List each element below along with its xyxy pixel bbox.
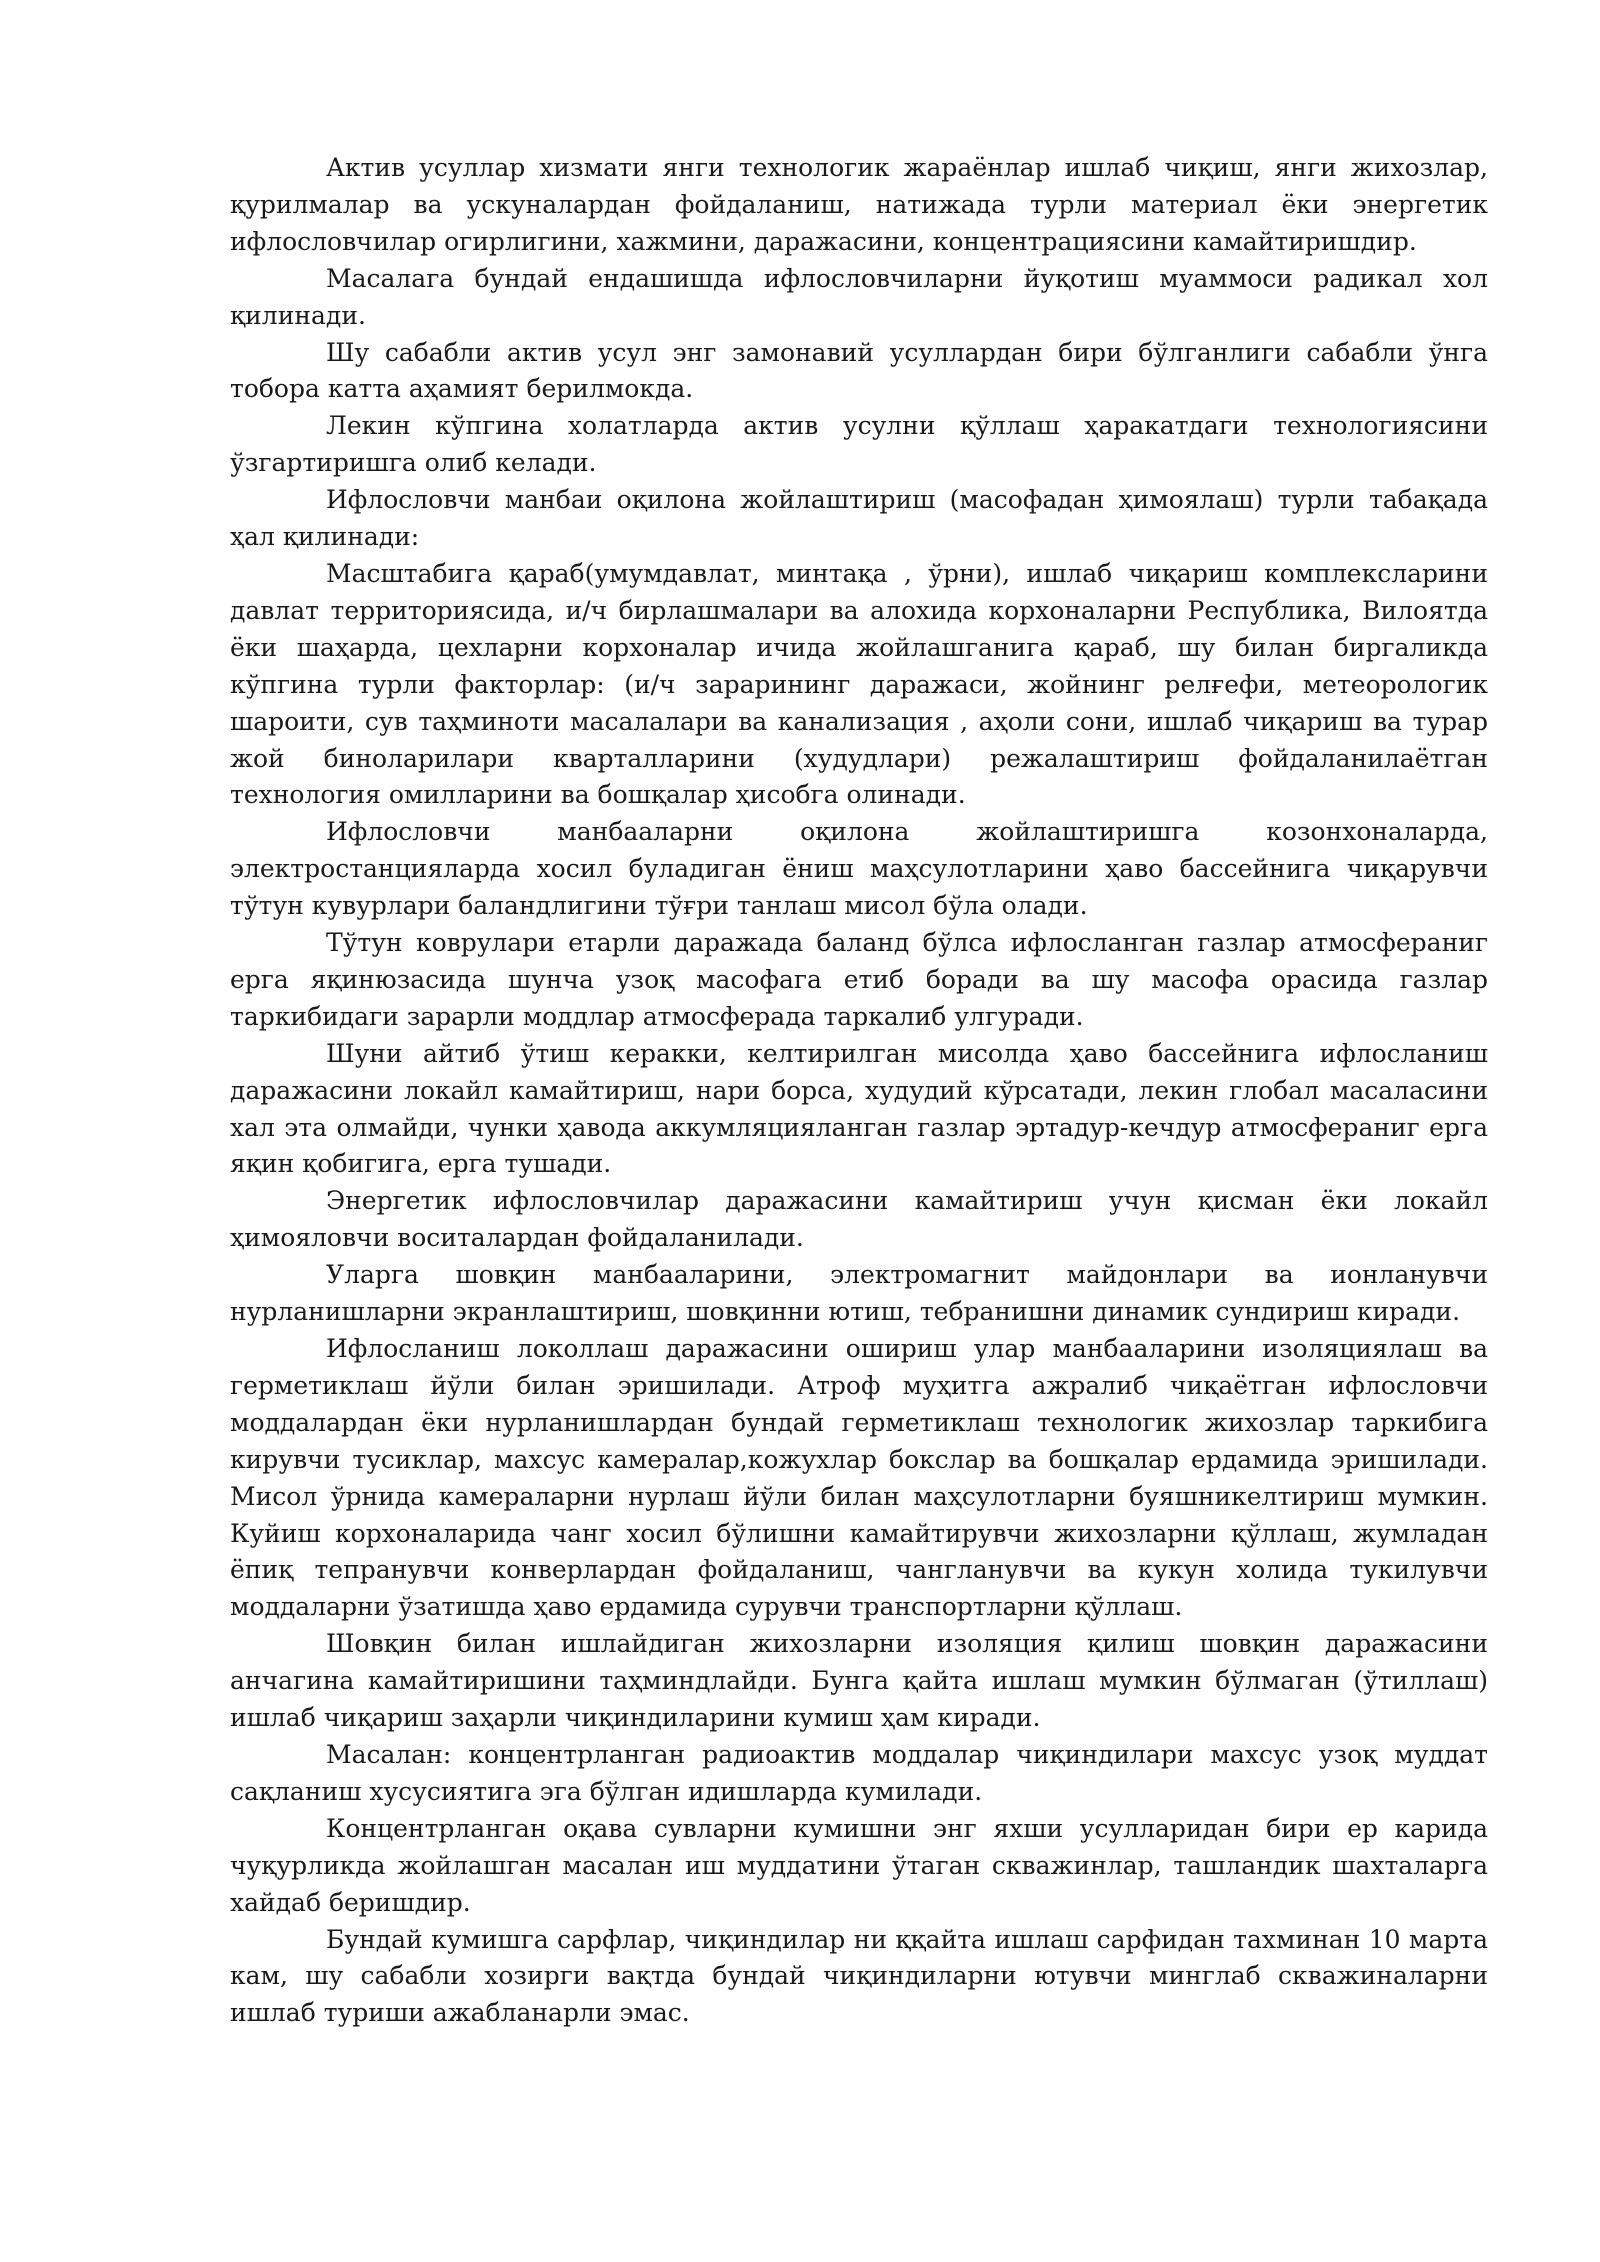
- paragraph: Ифлосланиш локоллаш даражасини ошириш улар манбааларини изоляциялаш ва герметиклаш йўли билан эришилади. Атроф муҳитга ажралиб чиқаётган ифлословчи моддалардан ёки нурланишлардан бундай герметиклаш технологик жихозлар таркибига кирувчи тусиклар, махсус камералар,кожухлар бокслар ва бошқалар ердамида эришилади. Мисол ўрнида камераларни нурлаш йўли билан маҳсулотларни буяшникелтириш мумкин. Куйиш корхоналарида чанг хосил бўлишни камайтирувчи жихозларни қўллаш, жумладан ёпиқ тепранувчи конверлардан фойдаланиш, чангланувчи ва кукун холида тукилувчи моддаларни ўзатишда ҳаво ердамида сурувчи транспортларни қўллаш.: [230, 1334, 1488, 1622]
- paragraph: Уларга шовқин манбааларини, электромагнит майдонлари ва ионланувчи нурланишларни экранлаштириш, шовқинни ютиш, тебранишни динамик сундириш киради.: [230, 1260, 1488, 1327]
- paragraph: Энергетик ифлословчилар даражасини камайтириш учун қисман ёки локайл ҳимояловчи воситалардан фойдаланилади.: [230, 1186, 1488, 1253]
- document-body: [230, 150, 1488, 2032]
- paragraph: Актив усуллар хизмати янги технологик жараёнлар ишлаб чиқиш, янги жихозлар, қурилмалар ва ускуналардан фойдаланиш, натижада турли материал ёки энергетик ифлословчилар огирлигини, хажмини, даражасини, концентрациясини камайтиришдир.: [230, 153, 1488, 256]
- paragraph: Масалан: концентрланган радиоактив моддалар чиқиндилари махсус узоқ муддат сақланиш хусусиятига эга бўлган идишларда кумилади.: [230, 1739, 1488, 1806]
- paragraph: Тўтун коврулари етарли даражада баланд бўлса ифлосланган газлар атмосфераниг ерга яқинюзасида шунча узоқ масофага етиб боради ва шу масофа орасида газлар таркибидаги зарарли моддлар атмосферада таркалиб улгуради.: [230, 928, 1488, 1031]
- paragraph: Шовқин билан ишлайдиган жихозларни изоляция қилиш шовқин даражасини анчагина камайтиришини таҳминдлайди. Бунга қайта ишлаш мумкин бўлмаган (ўтиллаш) ишлаб чиқариш заҳарли чиқиндиларини кумиш ҳам киради.: [230, 1629, 1488, 1733]
- paragraph: Ифлословчи манбаи оқилона жойлаштириш (масофадан ҳимоялаш) турли табақада ҳал қилинади:: [230, 485, 1488, 552]
- paragraph: Масалага бундай ендашишда ифлословчиларни йуқотиш муаммоси радикал хол қилинади.: [230, 263, 1488, 330]
- paragraph: Бундай кумишга сарфлар, чиқиндилар ни ққайта ишлаш сарфидан тахминан 10 марта кам, шу сабабли хозирги вақтда бундай чиқиндиларни ютувчи минглаб скважиналарни ишлаб туриши ажабланарли эмас.: [230, 1924, 1488, 2028]
- paragraph: Шу сабабли актив усул энг замонавий усуллардан бири бўлганлиги сабабли ўнга тобора катта аҳамият берилмокда.: [230, 337, 1488, 404]
- paragraph: Масштабига қараб(умумдавлат, минтақа , ўрни), ишлаб чиқариш комплексларини давлат территориясида, и/ч бирлашмалари ва алохида корхоналарни Республика, Вилоятда ёки шаҳарда, цехларни корхоналар ичида жойлашганига қараб, шу билан биргаликда кўпгина турли факторлар: (и/ч зарарининг даражаси, жойнинг релғефи, метеорологик шароити, сув таҳминоти масалалари ва канализация , аҳоли сони, ишлаб чиқариш ва турар жой биноларилари кварталларини (худудлари) режалаштириш фойдаланилаётган технология омилларини ва бошқалар ҳисобга олинади.: [230, 558, 1488, 810]
- paragraph: Шуни айтиб ўтиш керакки, келтирилган мисолда ҳаво бассейнига ифлосланиш даражасини локайл камайтириш, нари борса, худудий кўрсатади, лекин глобал масаласини хал эта олмайди, чунки ҳаводa аккумляцияланган газлар эртадур-кечдур атмосфераниг ерга яқин қобигига, ерга тушади.: [230, 1038, 1488, 1179]
- paragraph: Концентрланган оқава сувларни кумишни энг яхши усулларидан бири ер карида чуқурликда жойлашган масалан иш муддатини ўтаган скважинлар, ташландик шахталарга хайдаб беришдир.: [230, 1813, 1488, 1917]
- paragraph: Ифлословчи манбааларни оқилона жойлаштиришга козонхоналарда, электростанцияларда хосил буладиган ёниш маҳсулотларини ҳаво бассейнига чиқарувчи тўтун кувурлари баландлигини тўғри танлаш мисол бўла олади.: [230, 817, 1488, 921]
- paragraph: Лекин кўпгина холатларда актив усулни қўллаш ҳаракатдаги технологиясини ўзгартиришга олиб келади.: [230, 411, 1488, 478]
